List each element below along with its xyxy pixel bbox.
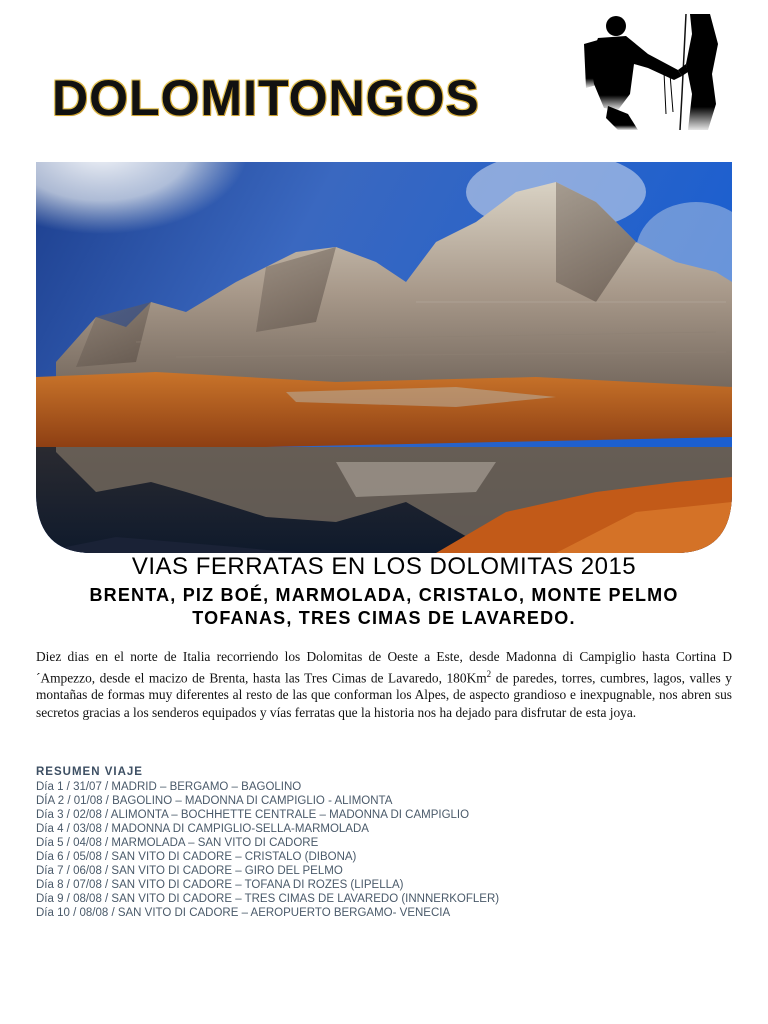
- itinerary-day-5: Día 5 / 04/08 / MARMOLADA – SAN VITO DI CADORE: [36, 837, 319, 849]
- peaks-subtitle-line-1: BRENTA, PIZ BOÉ, MARMOLADA, CRISTALO, MONTE PELMO: [89, 585, 679, 605]
- page-title: VIAS FERRATAS EN LOS DOLOMITAS 2015: [131, 553, 637, 580]
- itinerary-day-2: DÍA 2 / 01/08 / BAGOLINO – MADONNA DI CAMPIGLIO - ALIMONTA: [36, 795, 393, 807]
- itinerary-day-8: Día 8 / 07/08 / SAN VITO DI CADORE – TOFANA DI ROZES (LIPELLA): [36, 879, 404, 891]
- itinerary-day-9: Día 9 / 08/08 / SAN VITO DI CADORE – TRES CIMAS DE LAVAREDO (INNNERKOFLER): [36, 893, 500, 905]
- km-squared-superscript: 2: [486, 668, 492, 679]
- intro-paragraph: [36, 648, 732, 721]
- itinerary-day-3: Día 3 / 02/08 / ALIMONTA – BOCHHETTE CENTRALE – MADONNA DI CAMPIGLIO: [36, 809, 470, 821]
- intro-text-part2: de paredes, torres, cumbres, lagos, valles y montañas de formas muy diferentes al resto de las que conforman los Alpes, de aspecto grandioso e inexpugnable, nos abren sus secretos gracias a los senderos equipados y vías ferratas que la historia nos ha dejado para disfrutar de esta joya.: [36, 669, 732, 720]
- climber-silhouette-logo: [578, 14, 728, 130]
- summary-title: RESUMEN VIAJE: [36, 766, 143, 778]
- itinerary-day-7: Día 7 / 06/08 / SAN VITO DI CADORE – GIRO DEL PELMO: [36, 865, 343, 877]
- itinerary-day-4: Día 4 / 03/08 / MADONNA DI CAMPIGLIO-SELLA-MARMOLADA: [36, 823, 369, 835]
- intro-text-part1: Diez dias en el norte de Italia recorriendo los Dolomitas de Oeste a Este, desde Madonna di Campiglio hasta Cortina D´Ampezzo, desde el macizo de Brenta, hasta las Tres Cimas de Lavaredo, 180Km: [36, 649, 732, 685]
- itinerary-day-6: Día 6 / 05/08 / SAN VITO DI CADORE – CRISTALO (DIBONA): [36, 851, 357, 863]
- brand-logo-text: DOLOMITONGOS: [52, 70, 480, 126]
- hero-landscape-image: [36, 162, 732, 553]
- peaks-subtitle-line-2: TOFANAS, TRES CIMAS DE LAVAREDO.: [192, 608, 576, 628]
- itinerary-list: [36, 780, 499, 920]
- itinerary-day-1: Día 1 / 31/07 / MADRID – BERGAMO – BAGOLINO: [36, 781, 302, 793]
- itinerary-day-10: Día 10 / 08/08 / SAN VITO DI CADORE – AEROPUERTO BERGAMO- VENECIA: [36, 907, 451, 919]
